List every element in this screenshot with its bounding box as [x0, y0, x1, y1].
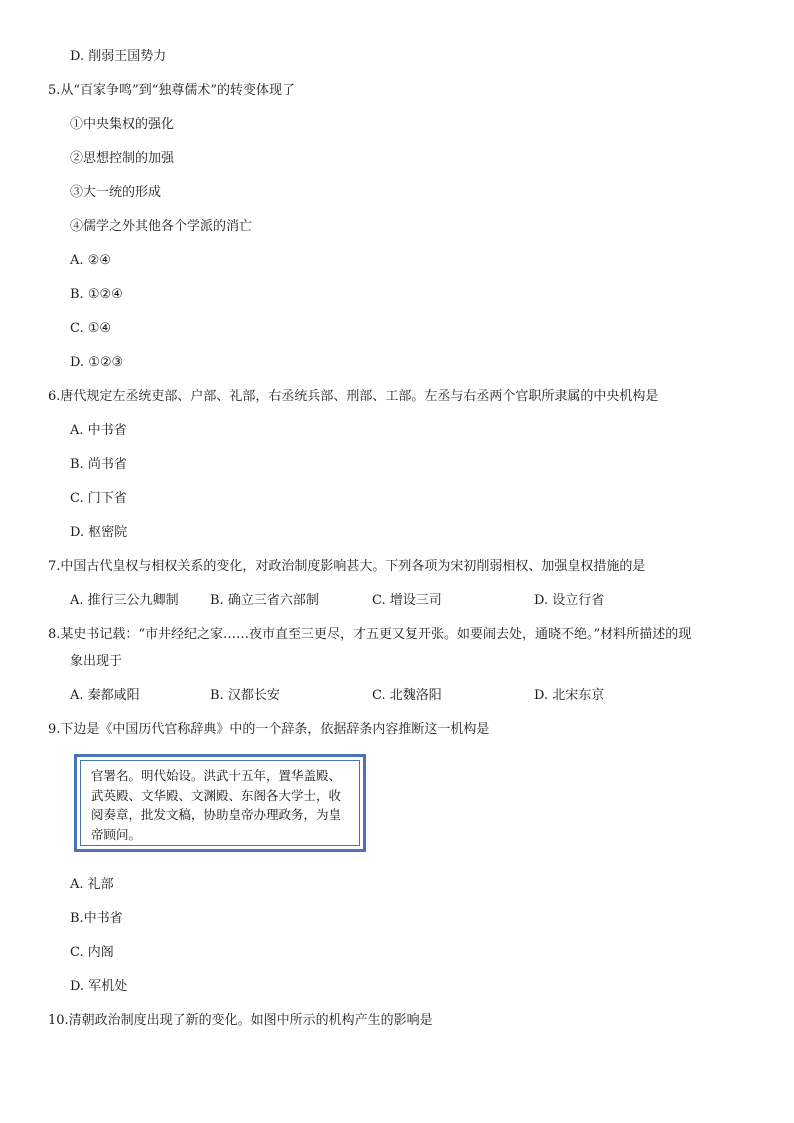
- q8-option-c: C. 北魏洛阳: [372, 688, 442, 703]
- q7-option-d: D. 设立行省: [534, 593, 605, 608]
- q8-option-d: D. 北宋东京: [534, 688, 605, 703]
- dictionary-entry-box: [74, 754, 366, 852]
- q8-option-b: B. 汉都长安: [210, 688, 280, 703]
- q5-statement-1: ①中央集权的强化: [70, 117, 175, 132]
- q6-option-c: C. 门下省: [70, 491, 127, 506]
- q8-stem-line2: 象出现于: [70, 654, 123, 669]
- q7-stem: 7.中国古代皇权与相权关系的变化，对政治制度影响甚大。下列各项为宋初削弱相权、加强皇权措施的是: [48, 559, 646, 574]
- q7-option-a: A. 推行三公九卿制: [70, 593, 179, 608]
- q9-stem: 9.下边是《中国历代官称辞典》中的一个辞条，依据辞条内容推断这一机构是: [48, 722, 490, 737]
- q8-stem-line1: 8.某史书记载：“市井经纪之家……夜市直至三更尽，才五更又复开张。如要闹去处，通晓不绝。”材料所描述的现: [48, 627, 692, 642]
- q10-stem: 10.清朝政治制度出现了新的变化。如图中所示的机构产生的影响是: [48, 1013, 433, 1028]
- q9-option-a: A. 礼部: [70, 877, 114, 892]
- q5-statement-2: ②思想控制的加强: [70, 151, 175, 166]
- q6-option-b: B. 尚书省: [70, 457, 127, 472]
- q9-option-d: D. 军机处: [70, 979, 128, 994]
- q7-option-c: C. 增设三司: [372, 593, 442, 608]
- q8-option-a: A. 秦都咸阳: [70, 688, 140, 703]
- q9-option-b: B.中书省: [70, 911, 123, 926]
- q9-option-c: C. 内阁: [70, 945, 114, 960]
- q5-statement-4: ④儒学之外其他各个学派的消亡: [70, 219, 253, 234]
- q5-statement-3: ③大一统的形成: [70, 185, 162, 200]
- q6-option-a: A. 中书省: [70, 423, 127, 438]
- q5-stem: 5.从“百家争鸣”到“独尊儒术”的转变体现了: [48, 83, 295, 98]
- q5-option-b: B. ①②④: [70, 287, 123, 302]
- q6-option-d: D. 枢密院: [70, 525, 128, 540]
- q5-option-d: D. ①②③: [70, 355, 124, 370]
- q5-option-c: C. ①④: [70, 321, 112, 336]
- dictionary-entry-text: 官署名。明代始设。洪武十五年，置华盖殿、武英殿、文华殿、文渊殿、东阁各大学士，收阅奏章，批发文稿，协助皇帝办理政务，为皇帝顾问。: [80, 760, 360, 846]
- q5-option-a: A. ②④: [70, 253, 111, 268]
- q6-stem: 6.唐代规定左丞统吏部、户部、礼部，右丞统兵部、刑部、工部。左丞与右丞两个官职所隶属的中央机构是: [48, 389, 659, 404]
- q4-option-d: D. 削弱王国势力: [70, 49, 167, 64]
- q7-option-b: B. 确立三省六部制: [210, 593, 319, 608]
